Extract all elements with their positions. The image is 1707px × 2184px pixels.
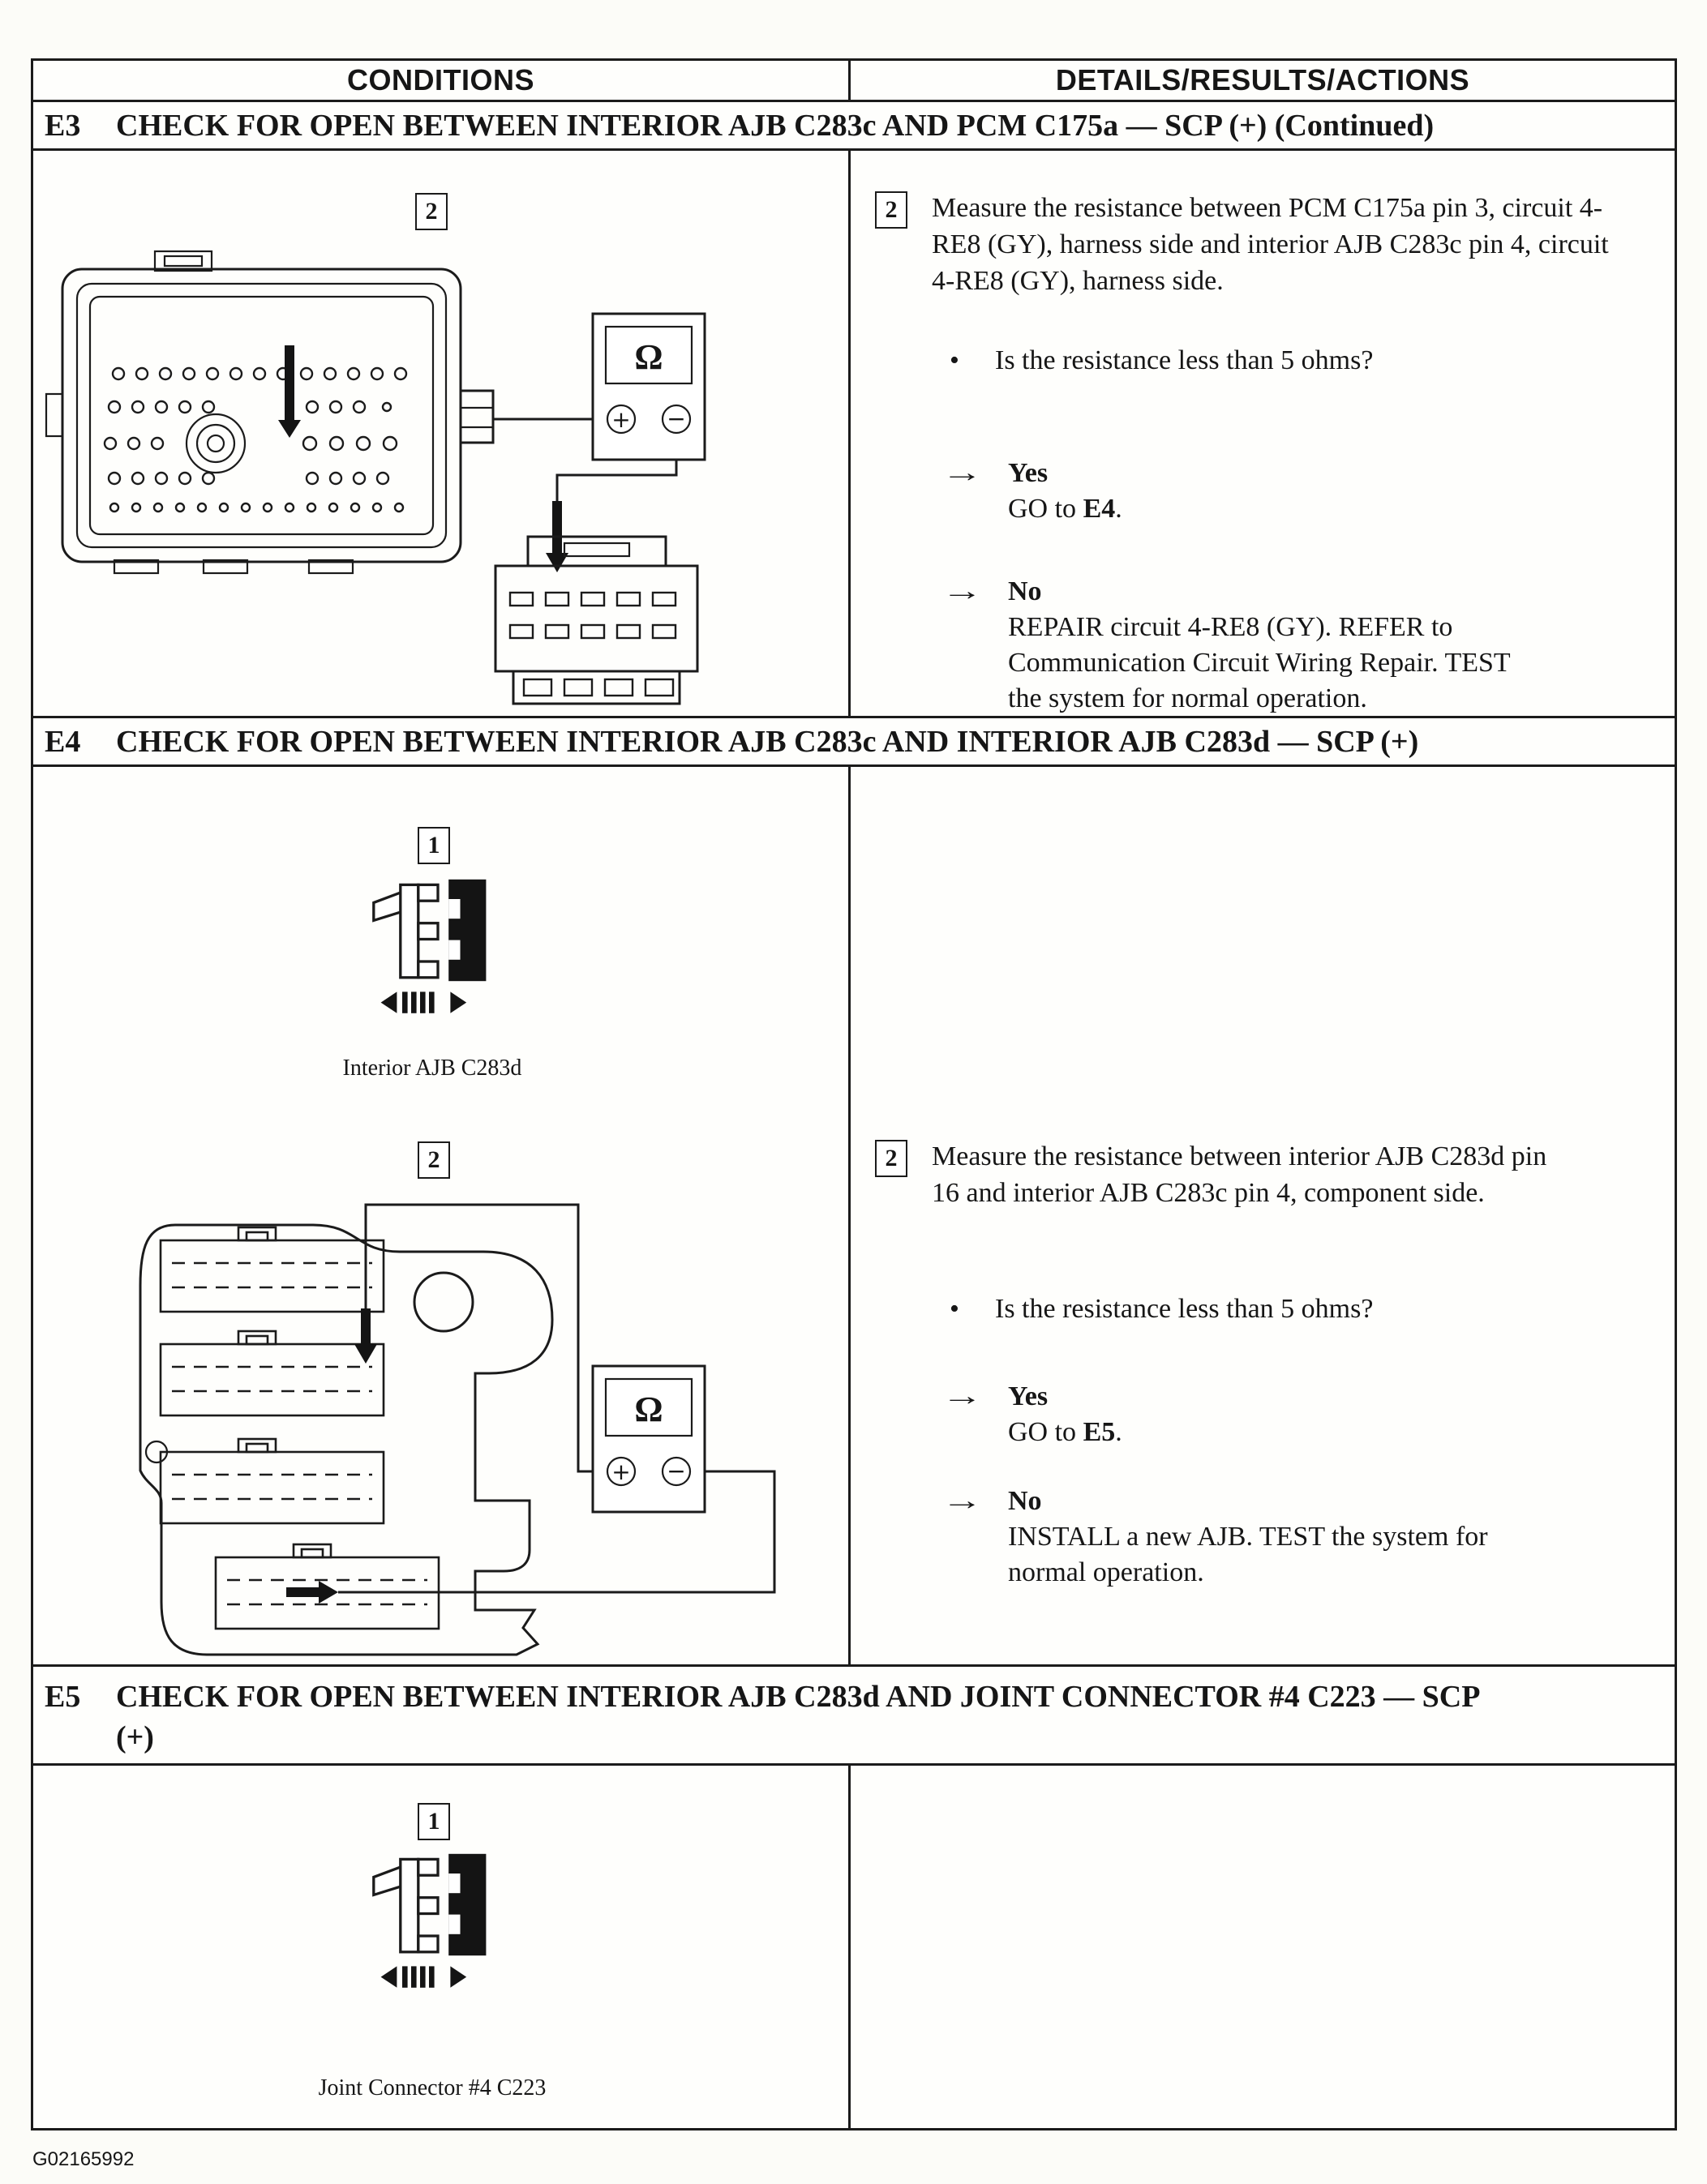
e5-conditions-cell (33, 1766, 851, 2128)
goto-target: E5 (1083, 1417, 1116, 1447)
bullet-icon: • (950, 1294, 959, 1324)
conditions-column-header: CONDITIONS (33, 61, 851, 100)
yes-branch (941, 456, 1122, 527)
ajb-body-outline (140, 1225, 552, 1655)
step-e3-header (33, 100, 1675, 148)
e5-actions-cell (851, 1766, 1675, 2128)
terminal-slots (510, 593, 676, 696)
ajb-connector-icon (495, 537, 697, 704)
step-number-badge: 2 (415, 193, 448, 230)
no-branch (941, 1484, 1543, 1591)
connector-caption: Joint Connector #4 C223 (318, 2075, 547, 2100)
step-number-badge: 2 (875, 191, 907, 229)
e4-actions-cell (851, 767, 1675, 1664)
plus-terminal: + (611, 406, 631, 433)
mounting-hole (414, 1273, 473, 1331)
details-column-header: DETAILS/RESULTS/ACTIONS (1055, 63, 1470, 96)
question-text: Is the resistance less than 5 ohms? (995, 345, 1374, 375)
yes-label: Yes (1008, 1381, 1049, 1411)
ohmmeter-icon (593, 1366, 705, 1512)
instruction-text: Measure the resistance between PCM C175a pin 3, circuit 4-RE8 (GY), harness side and interior AJB C283c pin 4, circuit 4-RE8 (GY), harness side. (932, 193, 1609, 296)
pin-field (105, 368, 406, 512)
connector-caption: Interior AJB C283d (342, 1056, 522, 1081)
step-number-badge: 1 (418, 1803, 450, 1840)
ohm-symbol: Ω (634, 1390, 663, 1429)
no-branch (941, 574, 1543, 716)
no-action: INSTALL a new AJB. TEST the system for normal operation. (1008, 1522, 1488, 1587)
minus-terminal: − (667, 1458, 686, 1484)
ohmmeter-icon (593, 314, 705, 460)
bullet-icon: • (950, 345, 959, 375)
step-e3-body (33, 148, 1675, 716)
step-title-line: (+) (116, 1720, 154, 1754)
probe-arrow-icon (278, 345, 301, 438)
connector-symbol-icon (358, 872, 491, 1024)
probe-arrow-icon (286, 1581, 338, 1604)
step-number-badge: 2 (418, 1141, 450, 1179)
bus-arrows-icon (381, 991, 467, 1013)
pcm-connector-face-icon (46, 251, 493, 573)
step-e5-body (33, 1763, 1675, 2128)
step-title: CHECK FOR OPEN BETWEEN INTERIOR AJB C283c AND INTERIOR AJB C283d — SCP (+) (116, 724, 1419, 759)
pinpoint-test-table (31, 58, 1677, 2130)
ohm-symbol: Ω (634, 337, 663, 377)
minus-terminal: − (667, 405, 686, 432)
yes-action (1008, 1415, 1122, 1450)
step-id: E4 (45, 724, 81, 759)
table-header-row (33, 61, 1675, 100)
test-lead-wire (338, 1471, 774, 1592)
no-label: No (1008, 1486, 1042, 1516)
question-row (950, 1294, 1373, 1325)
step-e4-body (33, 764, 1675, 1664)
connector-symbol-icon (358, 1847, 491, 1998)
yes-branch (941, 1379, 1122, 1450)
plus-terminal: + (611, 1458, 631, 1485)
step-title: CHECK FOR OPEN BETWEEN INTERIOR AJB C283c AND PCM C175a — SCP (+) (Continued) (116, 108, 1435, 143)
bus-arrows-icon (381, 1966, 467, 1987)
step-id: E5 (45, 1680, 81, 1714)
e3-measurement-diagram (33, 151, 848, 716)
figure-code: G02165992 (32, 2148, 135, 2170)
instruction-text: Measure the resistance between interior AJB C283d pin 16 and interior AJB C283c pin 4, component side. (932, 1141, 1547, 1208)
action-text: GO to (1008, 1417, 1083, 1447)
step-number-badge: 2 (875, 1140, 907, 1177)
arrow-icon: → (941, 458, 983, 488)
test-lead-wire (366, 1205, 607, 1471)
goto-target: E4 (1083, 494, 1116, 524)
action-text: . (1115, 1417, 1122, 1447)
mating-connector-icon (448, 880, 486, 981)
fuse-slots (161, 1227, 439, 1629)
e4-conditions-cell (33, 767, 851, 1664)
e3-conditions-cell (33, 151, 851, 716)
question-text: Is the resistance less than 5 ohms? (995, 1294, 1374, 1324)
arrow-icon: → (941, 576, 983, 606)
step-id: E3 (45, 108, 81, 143)
no-action: REPAIR circuit 4-RE8 (GY). REFER to Communication Circuit Wiring Repair. TEST the system for normal operation. (1008, 612, 1511, 713)
yes-action (1008, 491, 1122, 527)
arrow-icon: → (941, 1381, 983, 1411)
yes-label: Yes (1008, 458, 1049, 488)
step-number-badge: 1 (418, 827, 450, 864)
step-title-line: CHECK FOR OPEN BETWEEN INTERIOR AJB C283d AND JOINT CONNECTOR #4 C223 — SCP (116, 1680, 1481, 1714)
arrow-icon: → (941, 1486, 983, 1516)
probe-arrow-icon (354, 1308, 377, 1364)
mating-connector-icon (448, 1854, 486, 1955)
step-e5-header (33, 1664, 1675, 1763)
no-label: No (1008, 576, 1042, 606)
step-e4-header (33, 716, 1675, 764)
question-row (950, 345, 1373, 376)
e3-actions-cell (851, 151, 1675, 716)
action-text: GO to (1008, 494, 1083, 524)
action-text: . (1115, 494, 1122, 524)
step-title (116, 1677, 1501, 1758)
